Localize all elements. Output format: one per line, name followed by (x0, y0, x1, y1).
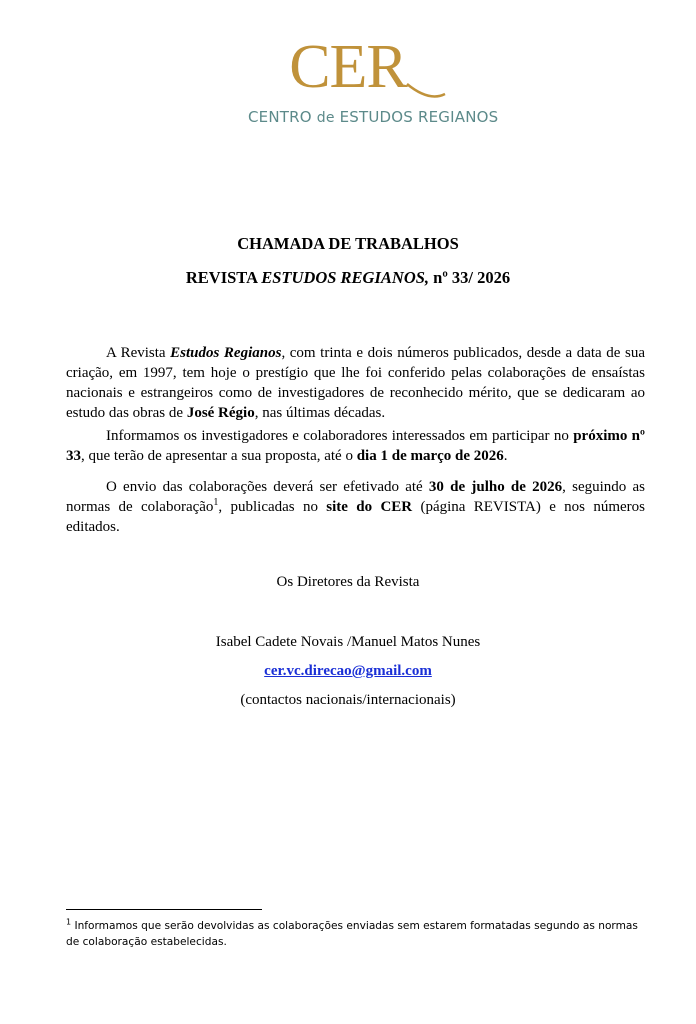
footnote-divider (66, 909, 262, 910)
heading-line-1: CHAMADA DE TRABALHOS (237, 234, 459, 253)
email-link[interactable]: cer.vc.direcao@gmail.com (264, 663, 432, 679)
paragraph-2: Informamos os investigadores e colaboradores interessados em participar no próximo nº 33, que terão de apresentar a sua proposta, até o dia 1 de março de 2026. (66, 428, 645, 464)
footnote: $^1$ Informamos que serão devolvidas as colaborações enviadas sem estarem formatadas segundo as normas de colaboração estabelecidas. (66, 917, 638, 948)
directors-names: Isabel Cadete Novais /Manuel Matos Nunes (215, 634, 481, 650)
paragraph-1: A Revista Estudos Regianos, com trinta e dois números publicados, desde a data de sua criação, em 1997, tem hoje o prestígio que lhe foi conferido pelas colaborações de ensaístas nacionais e estrangeiros como de investigadores de reconhecido mérito, que se dedicaram ao estudo das obras de José Régio, nas últimas décadas. (66, 345, 645, 421)
footnote-reference: 1 (213, 497, 219, 508)
paragraph-3: O envio das colaborações deverá ser efetivado até 30 de julho de 2026, seguindo as normas de colaboração$^1$, publicadas no site do CER (página REVISTA) e nos números editados. (66, 479, 645, 535)
contacts-note: (contactos nacionais/internacionais) (240, 692, 456, 708)
logo-subtitle: CENTRO de ESTUDOS REGIANOS (248, 108, 499, 126)
cer-logo (0, 33, 696, 101)
logo-mark: CER (289, 36, 407, 98)
directors-title: Os Diretores da Revista (276, 574, 420, 590)
heading-line-2: REVISTA ESTUDOS REGIANOS, nº 33/ 2026 (185, 268, 511, 287)
